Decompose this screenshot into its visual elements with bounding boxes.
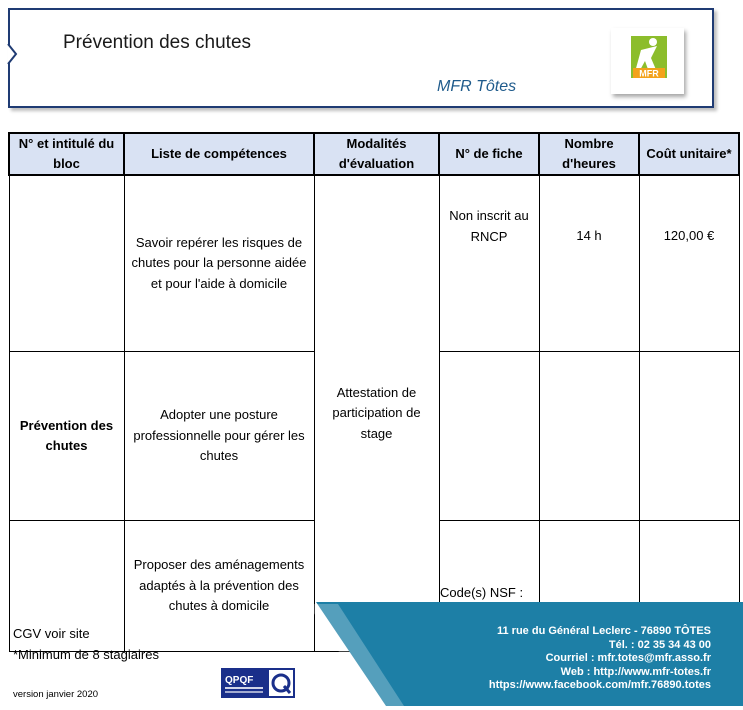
organization-name: MFR Tôtes xyxy=(437,78,517,95)
competence-cell: Savoir repérer les risques de chutes pour la personne aidée et pour l'aide à domicile xyxy=(124,175,314,352)
competence-cell: Proposer des aménagements adaptés à la prévention des chutes à domicile xyxy=(124,521,314,652)
evaluation-cell: Attestation de participation de stage xyxy=(314,175,439,652)
header-fiche: N° de fiche xyxy=(439,133,539,175)
header-cout: Coût unitaire* xyxy=(639,133,739,175)
header-competences: Liste de compétences xyxy=(124,133,314,175)
page-title: Prévention des chutes xyxy=(63,32,252,53)
heures-cell: 14 h xyxy=(539,175,639,352)
nsf-label: Code(s) NSF : xyxy=(440,585,524,600)
phone-line: Tél. : 02 35 34 43 00 xyxy=(608,638,711,651)
minimum-note: *Minimum de 8 stagiaires xyxy=(13,647,159,662)
qualiopi-text: QPQF xyxy=(225,675,254,686)
header-evaluation: Modalités d'évaluation xyxy=(314,133,439,175)
cout-cell: 120,00 € xyxy=(639,175,739,352)
address-line: 11 rue du Général Leclerc - 76890 TÔTES xyxy=(497,625,711,637)
logo-text: MFR xyxy=(639,68,659,79)
header-bloc: N° et intitulé du bloc xyxy=(9,133,124,175)
header-heures: Nombre d'heures xyxy=(539,133,639,175)
version-note: version janvier 2020 xyxy=(13,689,99,700)
cgv-note: CGV voir site xyxy=(13,626,90,641)
qualiopi-logo xyxy=(221,668,295,698)
website-line: Web : http://www.mfr-totes.fr xyxy=(560,665,711,678)
fiche-cell: Non inscrit au RNCP xyxy=(439,175,539,352)
contact-block xyxy=(489,625,711,693)
email-line: Courriel : mfr.totes@mfr.asso.fr xyxy=(545,652,711,664)
bloc-cell: Prévention des chutes xyxy=(9,352,124,521)
competence-cell: Adopter une posture professionnelle pour gérer les chutes xyxy=(124,352,314,521)
facebook-line: https://www.facebook.com/mfr.76890.totes xyxy=(488,679,711,691)
